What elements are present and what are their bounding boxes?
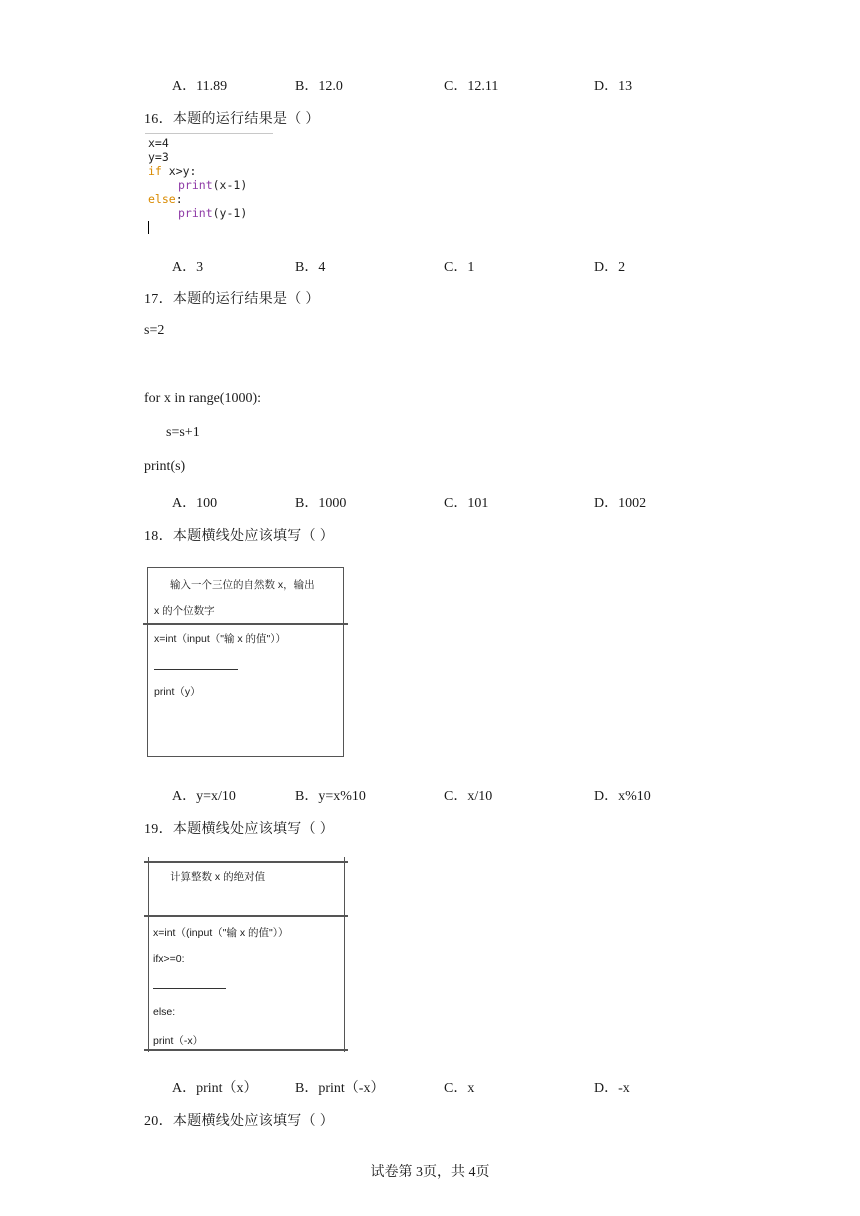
q20-title: 20．本题横线处应该填写（ ） (144, 1114, 334, 1129)
q19-box-top-border (144, 861, 348, 863)
code-line-4-rest: (x-1) (212, 178, 248, 192)
code-line-3 (148, 164, 196, 178)
q15-option-a: A．11.89 (172, 79, 228, 94)
q19-option-d: D．-x (594, 1081, 630, 1096)
q17-code-line-2: for x in range(1000): (144, 391, 262, 406)
q19-option-c: C．x (444, 1081, 475, 1096)
q18-box-code-line-3: print（y） (154, 686, 201, 698)
page-footer: 试卷第 3页，共 4页 (370, 1165, 490, 1180)
q19-box-divider (144, 915, 348, 917)
code-line-2: y=3 (148, 150, 169, 164)
q16-title: 16．本题的运行结果是（ ） (144, 112, 320, 127)
q16-option-a: A．3 (172, 260, 204, 275)
q18-answer-blank (154, 669, 238, 670)
code-top-border (145, 133, 273, 134)
code-line-5-rest: : (175, 192, 183, 206)
q18-option-d: D．x%10 (594, 789, 651, 804)
q19-box-bottom-border (144, 1049, 348, 1051)
q18-box-code-line-1: x=int（input（"输 x 的值"）） (154, 633, 287, 645)
q19-box-code-line-2: ifx>=0: (153, 953, 185, 965)
keyword-if: if (148, 164, 162, 178)
keyword-else: else (148, 192, 176, 206)
code-line-6 (178, 206, 247, 220)
q19-option-a: A．print（x） (172, 1081, 258, 1096)
code-line-4 (178, 178, 247, 192)
q15-option-b: B．12.0 (295, 79, 343, 94)
q18-option-a: A．y=x/10 (172, 789, 236, 804)
q17-code-line-1: s=2 (144, 323, 165, 338)
q17-code-line-4: print(s) (144, 459, 186, 474)
q15-option-c: C．12.11 (444, 79, 499, 94)
q18-box-header-line-2: x 的个位数字 (154, 605, 215, 617)
q19-box-right-border (344, 857, 345, 1052)
q18-option-c: C．x/10 (444, 789, 493, 804)
q19-option-b: B．print（-x） (295, 1081, 385, 1096)
function-print: print (178, 206, 213, 220)
q17-code-line-3: s=s+1 (166, 425, 200, 440)
q16-code-screenshot (145, 133, 273, 241)
q18-title: 18．本题横线处应该填写（ ） (144, 529, 334, 544)
q17-option-d: D．1002 (594, 496, 647, 511)
code-line-3-rest: x>y: (161, 164, 197, 178)
text-cursor (148, 221, 149, 234)
q18-option-b: B．y=x%10 (295, 789, 366, 804)
q19-box-code-line-5: print（-x） (153, 1035, 204, 1047)
q18-program-box (147, 567, 344, 757)
q17-title: 17．本题的运行结果是（ ） (144, 292, 320, 307)
function-print: print (178, 178, 213, 192)
q19-box-code-line-1: x=int（(input（"输 x 的值"）） (153, 927, 289, 939)
q18-box-header-line-1: 输入一个三位的自然数 x，输出 (170, 579, 315, 591)
q19-box-left-border (148, 857, 149, 1052)
q17-option-a: A．100 (172, 496, 218, 511)
q16-option-d: D．2 (594, 260, 626, 275)
q15-option-d: D．13 (594, 79, 633, 94)
q16-option-b: B．4 (295, 260, 326, 275)
q19-title: 19．本题横线处应该填写（ ） (144, 822, 334, 837)
q16-option-c: C．1 (444, 260, 475, 275)
q18-box-divider (143, 623, 348, 625)
q19-box-header: 计算整数 x 的绝对值 (170, 871, 266, 883)
q19-box-code-line-4: else: (153, 1006, 176, 1018)
code-line-1: x=4 (148, 136, 169, 150)
code-line-5 (148, 192, 183, 206)
q17-option-b: B．1000 (295, 496, 347, 511)
q17-option-c: C．101 (444, 496, 489, 511)
code-line-6-rest: (y-1) (212, 206, 248, 220)
q19-answer-blank (153, 988, 226, 989)
